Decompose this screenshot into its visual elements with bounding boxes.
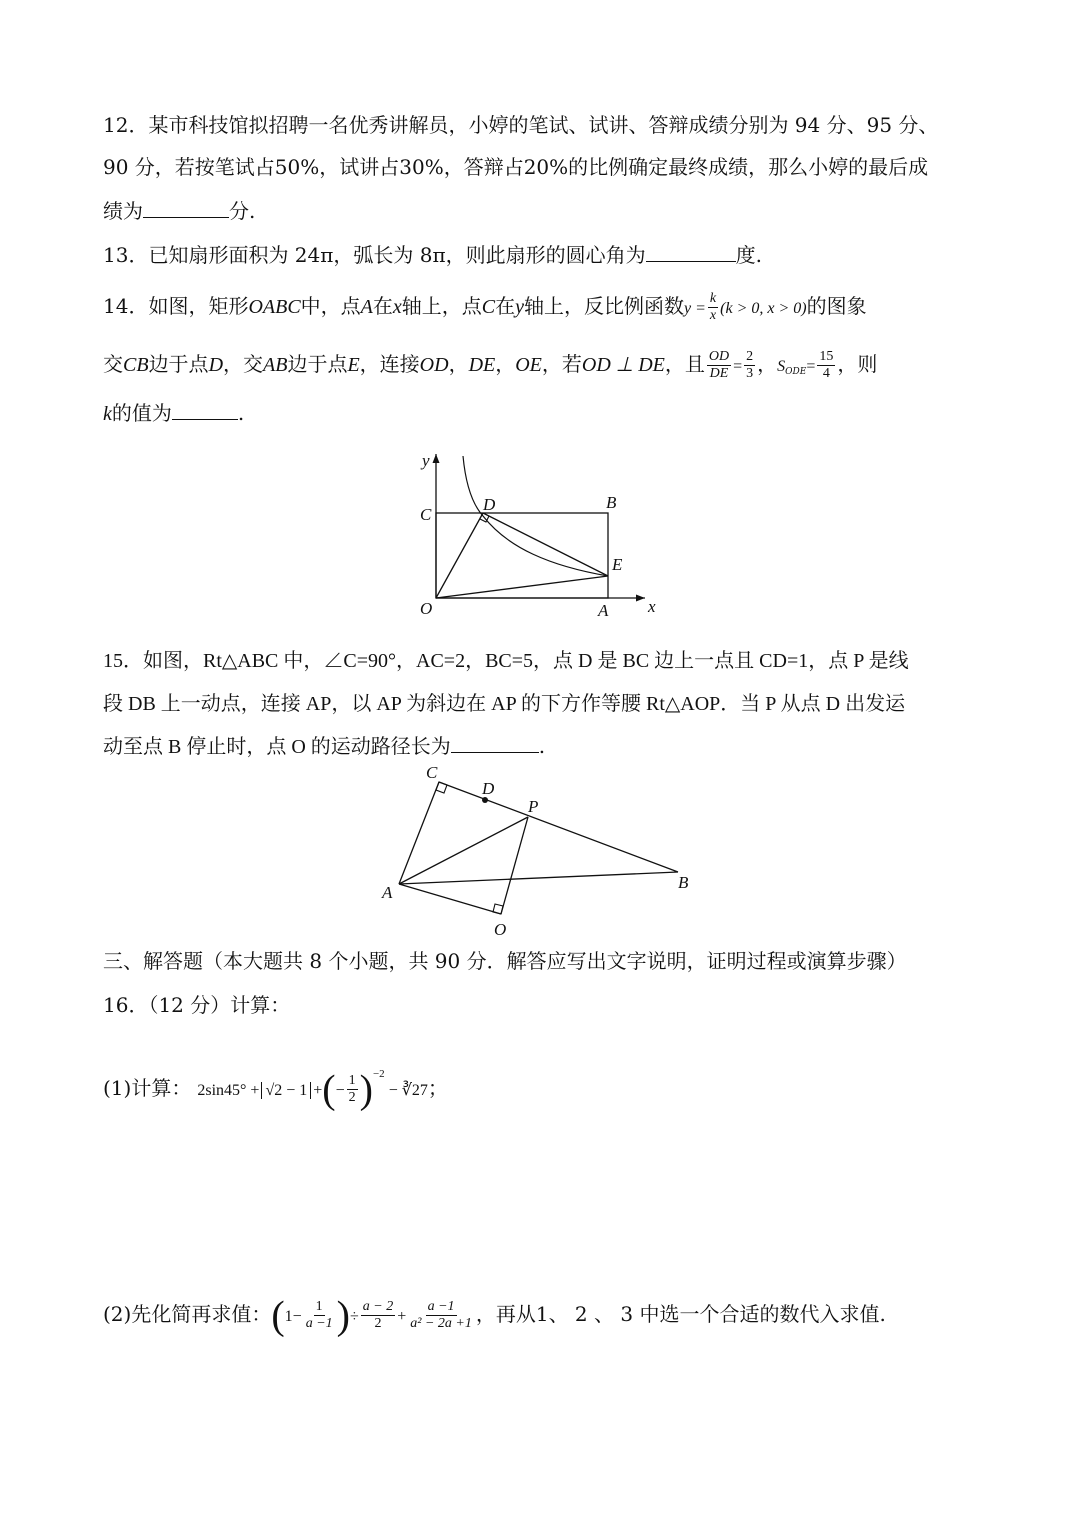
- paren-close-2: ): [336, 1292, 350, 1338]
- answer-blank-14[interactable]: [172, 401, 238, 420]
- label-e: E: [612, 555, 623, 574]
- label-d: D: [482, 779, 495, 798]
- answer-blank-15[interactable]: [451, 734, 539, 753]
- right-angle-mark-c: [436, 782, 447, 793]
- q16-part-1: (1)计算： 2sin45° + √2 − 1 +(− $\frac{1}{2}$ )$^{-2}$− ∛27；: [103, 1066, 448, 1112]
- segment-cb: [439, 782, 678, 872]
- section-3-heading: 三、解答题（本大题共 8 个小题，共 90 分．解答应写出文字说明，证明过程或演算步骤）: [103, 949, 907, 973]
- figure-14-rectangle-hyperbola: [400, 448, 680, 623]
- hyperbola-curve: [463, 456, 608, 576]
- q15-line-2: 段 DB 上一动点，连接 AP，以 AP 为斜边在 AP 的下方作等腰 Rt△AOP．当 P 从点 D 出发运: [103, 693, 906, 715]
- segment-oe: [436, 576, 608, 598]
- paren-close: ): [359, 1066, 373, 1112]
- fraction-two-thirds: $\frac{2}{3}$: [746, 349, 754, 381]
- figure-15-triangle: [370, 762, 710, 942]
- fraction-1-over-a-minus-1: $\frac{1}{a -1}$: [305, 1299, 333, 1331]
- label-a: A: [382, 883, 393, 902]
- q12-line-2: 90 分，若按笔试占50%，试讲占30%，答辩占20%的比例确定最终成绩，那么小婷的最后成: [103, 155, 929, 179]
- q15-line-1: 15．如图，Rt△ABC 中，∠C=90°，AC=2，BC=5，点 D 是 BC 边上一点且 CD=1，点 P 是线: [103, 650, 909, 672]
- segment-od: [436, 513, 483, 598]
- label-c: C: [420, 505, 432, 524]
- label-y: y: [422, 451, 430, 470]
- q15-line-3: 动至点 B 停止时，点 O 的运动路径长为 .: [103, 734, 546, 758]
- label-o: O: [420, 599, 433, 618]
- fraction-a-minus-1-over-quadratic: $\frac{a -1}{\text{a² − 2a +1}}$: [410, 1299, 472, 1331]
- answer-blank-13[interactable]: [646, 243, 736, 262]
- label-o: O: [494, 920, 507, 939]
- segment-op: [501, 817, 528, 914]
- segment-ab: [399, 872, 678, 884]
- label-c: C: [426, 763, 438, 782]
- q14-line-1: 14．如图，矩形OABC中，点A在x轴上，点C在y轴上，反比例函数y = $\frac{k}{x}$ (k > 0, x > 0)的图象: [103, 291, 867, 323]
- q14-line-3: k的值为 .: [103, 401, 245, 425]
- q13-line: 13．已知扇形面积为 24π，弧长为 8π，则此扇形的圆心角为 度.: [103, 243, 762, 267]
- fraction-od-de: $\frac{OD}{DE}$: [708, 349, 730, 381]
- segment-ca: [399, 782, 439, 884]
- paren-open: (: [322, 1066, 336, 1112]
- q12-line-3: 绩为 分.: [103, 199, 256, 223]
- q16-title: 16．（12 分）计算：: [103, 993, 291, 1017]
- x-axis-arrow: [636, 595, 645, 602]
- label-a: A: [598, 601, 609, 620]
- segment-ap: [399, 817, 528, 884]
- q12-line-1: 12．某市科技馆拟招聘一名优秀讲解员，小婷的笔试、试讲、答辩成绩分别为 94 分、95 分、: [103, 113, 939, 137]
- fraction-a-minus-2-over-2: $\frac{a - 2}{2}$: [362, 1299, 394, 1331]
- label-b: B: [606, 493, 617, 512]
- fraction-k-over-x: $\frac{k}{x}$: [709, 291, 717, 323]
- label-b: B: [678, 873, 689, 892]
- segment-de: [483, 513, 608, 576]
- y-axis-arrow: [433, 454, 440, 463]
- exponent: −2: [372, 1068, 385, 1080]
- rectangle-oabc: [436, 513, 608, 598]
- fraction-one-half: $\frac{1}{2}$: [348, 1073, 356, 1105]
- label-x: x: [648, 597, 656, 616]
- q14-line-2: 交CB边于点D，交AB边于点E，连接OD，DE，OE，若OD ⊥ DE，且 $\frac{OD}{DE}$ = $\frac{2}{3}$ ，$S_{ODE}=$ $\frac{15}{4}$ ，则: [103, 349, 878, 381]
- paren-open-2: (: [271, 1292, 285, 1338]
- label-p: P: [528, 797, 539, 816]
- fraction-fifteen-fourths: $\frac{15}{4}$: [819, 349, 834, 381]
- label-d: D: [483, 495, 496, 514]
- segment-ao: [399, 884, 501, 914]
- q16-part-2: (2)先化简再求值：(1− $\frac{1}{a -1}$ )÷ $\frac{a - 2}{2}$ + $\frac{a -1}{\text{a² − 2a +1}}$ ，再从1、 2 、 3 中选一个合适的数代入求值.: [103, 1292, 886, 1338]
- answer-blank-12[interactable]: [143, 199, 229, 218]
- absolute-value: √2 − 1: [261, 1082, 311, 1099]
